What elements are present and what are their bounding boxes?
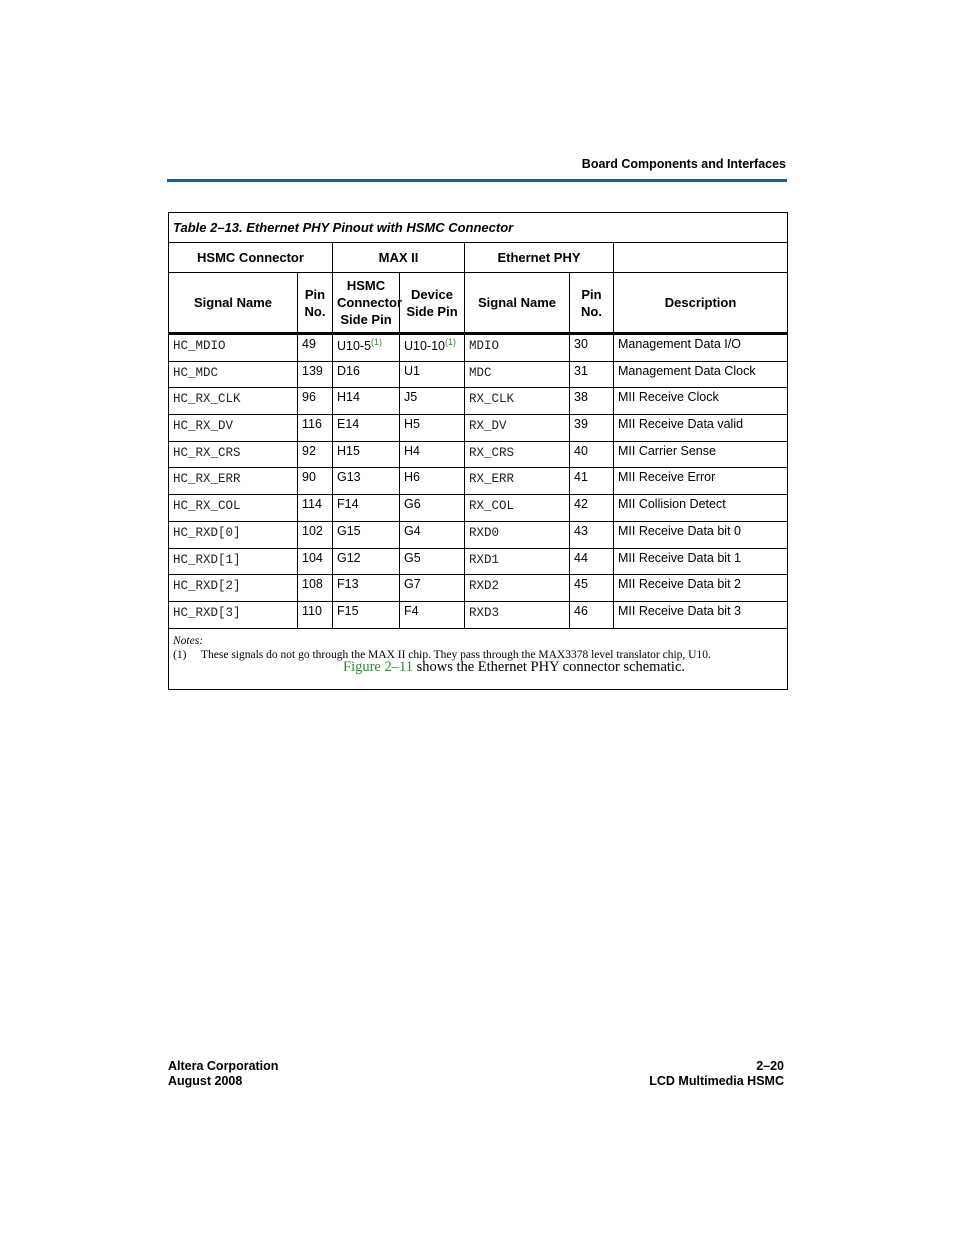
description-cell [614,468,788,495]
hsmc-pin-cell [298,388,333,415]
hsmc-signal-name-value: HC_RX_ERR [173,472,241,487]
max-device-side-pin-cell [400,601,465,628]
figure-reference-text: shows the Ethernet PHY connector schematic. [412,659,686,675]
phy-pin-cell [570,601,614,628]
max-hsmc-side-pin-value: F15 [337,603,359,618]
hsmc-pin-value: 110 [302,603,322,618]
phy-pin-cell [570,495,614,522]
hsmc-pin-value: 116 [302,417,322,432]
note-number: (1) [173,648,187,661]
max-device-side-pin-value: G6 [404,497,421,512]
max-hsmc-side-pin-value: G12 [337,550,361,565]
max-hsmc-side-pin-cell [333,441,400,468]
max-device-side-pin-cell [400,575,465,602]
max-device-side-pin-value: G7 [404,577,421,592]
description-value: MII Receive Data bit 2 [618,577,741,592]
max-device-side-pin-value: U10-10 [404,339,445,354]
description-value: Management Data Clock [618,363,756,378]
max-hsmc-side-pin-cell [333,415,400,442]
description-value: MII Receive Data bit 0 [618,523,741,538]
description-value: Management Data I/O [618,337,741,351]
max-hsmc-side-pin-cell [333,495,400,522]
phy-pin-value: 45 [574,577,588,592]
phy-signal-name-cell [465,575,570,602]
table-row [169,575,788,602]
column-header: Signal Name [169,273,298,334]
description-cell [614,361,788,388]
hsmc-pin-cell [298,495,333,522]
ethernet-phy-pinout-table [168,212,788,690]
hsmc-signal-name-value: HC_RX_CLK [173,392,241,407]
phy-signal-name-cell [465,548,570,575]
phy-signal-name-value: RX_CLK [469,392,515,407]
group-header-max-ii: MAX II [333,243,465,273]
table-row [169,415,788,442]
max-device-side-pin-cell [400,495,465,522]
hsmc-pin-cell [298,361,333,388]
footer-date: August 2008 [168,1074,243,1088]
max-device-side-pin-cell [400,388,465,415]
max-device-side-pin-cell [400,361,465,388]
max-device-side-pin-value: F4 [404,603,419,618]
column-header: Pin No. [570,273,614,334]
column-header: Pin No. [298,273,333,334]
phy-pin-value: 39 [574,417,588,432]
max-hsmc-side-pin-cell [333,361,400,388]
max-device-side-pin-cell [400,468,465,495]
hsmc-signal-name-cell [169,334,298,362]
hsmc-signal-name-value: HC_RX_DV [173,419,234,434]
phy-pin-value: 43 [574,523,588,538]
phy-pin-value: 46 [574,603,588,618]
column-header: Description [614,273,788,334]
max-hsmc-side-pin-cell [333,388,400,415]
phy-pin-value: 38 [574,390,588,405]
max-device-side-pin-value: G4 [404,523,421,538]
phy-pin-cell [570,361,614,388]
max-device-side-pin-cell [400,548,465,575]
max-hsmc-side-pin-value: F14 [337,497,359,512]
max-hsmc-side-pin-value: H15 [337,443,360,458]
description-cell [614,334,788,362]
hsmc-signal-name-value: HC_MDC [173,365,219,380]
footer-right [649,1059,784,1089]
hsmc-pin-cell [298,468,333,495]
hsmc-pin-value: 108 [302,577,323,592]
table-row [169,468,788,495]
group-header-hsmc: HSMC Connector [169,243,333,273]
column-header: Signal Name [465,273,570,334]
table-row [169,548,788,575]
phy-signal-name-cell [465,601,570,628]
max-device-side-pin-value: J5 [404,390,418,405]
phy-pin-cell [570,468,614,495]
phy-pin-value: 30 [574,337,588,351]
hsmc-signal-name-cell [169,601,298,628]
table-caption: Table 2–13. Ethernet PHY Pinout with HSMC Connector [169,213,788,243]
footer-document-title: LCD Multimedia HSMC [649,1074,784,1088]
hsmc-pin-cell [298,441,333,468]
note-text: These signals do not go through the MAX II chip. They pass through the MAX3378 level translator chip, U10. [201,648,711,661]
hsmc-signal-name-value: HC_RX_COL [173,499,241,514]
max-hsmc-side-pin-value: E14 [337,417,360,432]
max-hsmc-side-pin-cell [333,334,400,362]
description-value: MII Collision Detect [618,497,726,512]
group-header-blank [614,243,788,273]
description-cell [614,521,788,548]
hsmc-signal-name-cell [169,575,298,602]
phy-signal-name-cell [465,334,570,362]
phy-pin-cell [570,334,614,362]
description-cell [614,415,788,442]
phy-pin-value: 40 [574,443,588,458]
max-hsmc-side-pin-value: H14 [337,390,360,405]
max-hsmc-side-pin-value: G15 [337,523,361,538]
hsmc-signal-name-value: HC_RX_CRS [173,445,241,460]
phy-signal-name-value: RX_COL [469,499,515,514]
footer-page-number: 2–20 [756,1059,784,1073]
phy-signal-name-value: RX_ERR [469,472,515,487]
max-hsmc-side-pin-value: D16 [337,363,360,378]
group-header-ethernet-phy: Ethernet PHY [465,243,614,273]
table-row [169,361,788,388]
phy-signal-name-value: RXD1 [469,552,500,567]
hsmc-pin-cell [298,334,333,362]
hsmc-pin-value: 49 [302,337,316,351]
phy-signal-name-value: MDIO [469,339,500,353]
hsmc-pin-value: 114 [302,497,322,512]
hsmc-pin-value: 90 [302,470,316,485]
phy-pin-cell [570,548,614,575]
description-cell [614,548,788,575]
phy-signal-name-cell [465,441,570,468]
running-header: Board Components and Interfaces [581,157,786,171]
phy-signal-name-cell [465,521,570,548]
figure-reference-paragraph [343,659,685,676]
hsmc-pin-cell [298,521,333,548]
hsmc-pin-value: 104 [302,550,323,565]
phy-signal-name-cell [465,468,570,495]
phy-signal-name-value: RX_CRS [469,445,515,460]
max-device-side-pin-value: H4 [404,443,420,458]
hsmc-pin-value: 96 [302,390,316,405]
footer-left [168,1059,278,1089]
hsmc-signal-name-value: HC_RXD[3] [173,605,241,620]
description-value: MII Carrier Sense [618,443,716,458]
footnote-reference[interactable]: (1) [371,337,383,347]
description-cell [614,495,788,522]
hsmc-signal-name-cell [169,468,298,495]
phy-pin-value: 42 [574,497,588,512]
hsmc-signal-name-cell [169,361,298,388]
hsmc-signal-name-cell [169,388,298,415]
hsmc-signal-name-cell [169,441,298,468]
description-cell [614,601,788,628]
max-device-side-pin-cell [400,334,465,362]
max-device-side-pin-value: G5 [404,550,421,565]
phy-signal-name-cell [465,361,570,388]
table-row [169,601,788,628]
max-hsmc-side-pin-cell [333,575,400,602]
phy-signal-name-value: RXD3 [469,605,500,620]
phy-pin-cell [570,521,614,548]
phy-pin-cell [570,575,614,602]
max-hsmc-side-pin-value: G13 [337,470,361,485]
max-hsmc-side-pin-value: U10-5 [337,339,372,354]
table-row [169,495,788,522]
header-rule [167,179,787,182]
hsmc-signal-name-cell [169,495,298,522]
table-row [169,334,788,362]
phy-pin-value: 41 [574,470,588,485]
column-header: Device Side Pin [400,273,465,334]
max-device-side-pin-cell [400,521,465,548]
hsmc-signal-name-value: HC_RXD[2] [173,579,241,594]
hsmc-pin-cell [298,601,333,628]
max-hsmc-side-pin-cell [333,548,400,575]
notes-label: Notes: [173,634,204,647]
description-value: MII Receive Clock [618,390,719,405]
column-header: HSMC Connector Side Pin [333,273,400,334]
phy-pin-value: 31 [574,363,588,378]
hsmc-pin-cell [298,575,333,602]
footer-company: Altera Corporation [168,1059,279,1073]
phy-signal-name-value: RX_DV [469,419,507,434]
table-row [169,441,788,468]
description-cell [614,388,788,415]
figure-link[interactable]: Figure 2–11 [343,659,413,675]
phy-signal-name-cell [465,495,570,522]
max-hsmc-side-pin-cell [333,601,400,628]
phy-pin-cell [570,415,614,442]
description-value: MII Receive Data valid [618,417,744,432]
phy-pin-cell [570,388,614,415]
hsmc-pin-value: 139 [302,363,323,378]
table-body [169,334,788,629]
phy-signal-name-cell [465,415,570,442]
max-device-side-pin-value: H6 [404,470,420,485]
hsmc-pin-value: 102 [302,523,323,538]
max-device-side-pin-cell [400,441,465,468]
phy-pin-value: 44 [574,550,588,565]
phy-signal-name-value: RXD2 [469,579,500,594]
max-device-side-pin-value: H5 [404,417,420,432]
hsmc-pin-cell [298,415,333,442]
hsmc-signal-name-value: HC_RXD[0] [173,525,241,540]
description-value: MII Receive Data bit 3 [618,603,741,618]
hsmc-signal-name-cell [169,415,298,442]
phy-signal-name-cell [465,388,570,415]
max-hsmc-side-pin-cell [333,468,400,495]
hsmc-pin-cell [298,548,333,575]
max-device-side-pin-cell [400,415,465,442]
description-value: MII Receive Error [618,470,716,485]
description-cell [614,575,788,602]
hsmc-pin-value: 92 [302,443,316,458]
phy-pin-cell [570,441,614,468]
table-row [169,388,788,415]
hsmc-signal-name-value: HC_MDIO [173,339,226,353]
hsmc-signal-name-cell [169,548,298,575]
phy-signal-name-value: RXD0 [469,525,500,540]
hsmc-signal-name-value: HC_RXD[1] [173,552,241,567]
max-device-side-pin-value: U1 [404,363,420,378]
description-cell [614,441,788,468]
footnote-reference[interactable]: (1) [445,337,456,347]
max-hsmc-side-pin-value: F13 [337,577,359,592]
table-row [169,521,788,548]
max-hsmc-side-pin-cell [333,521,400,548]
hsmc-signal-name-cell [169,521,298,548]
phy-signal-name-value: MDC [469,365,492,380]
description-value: MII Receive Data bit 1 [618,550,741,565]
